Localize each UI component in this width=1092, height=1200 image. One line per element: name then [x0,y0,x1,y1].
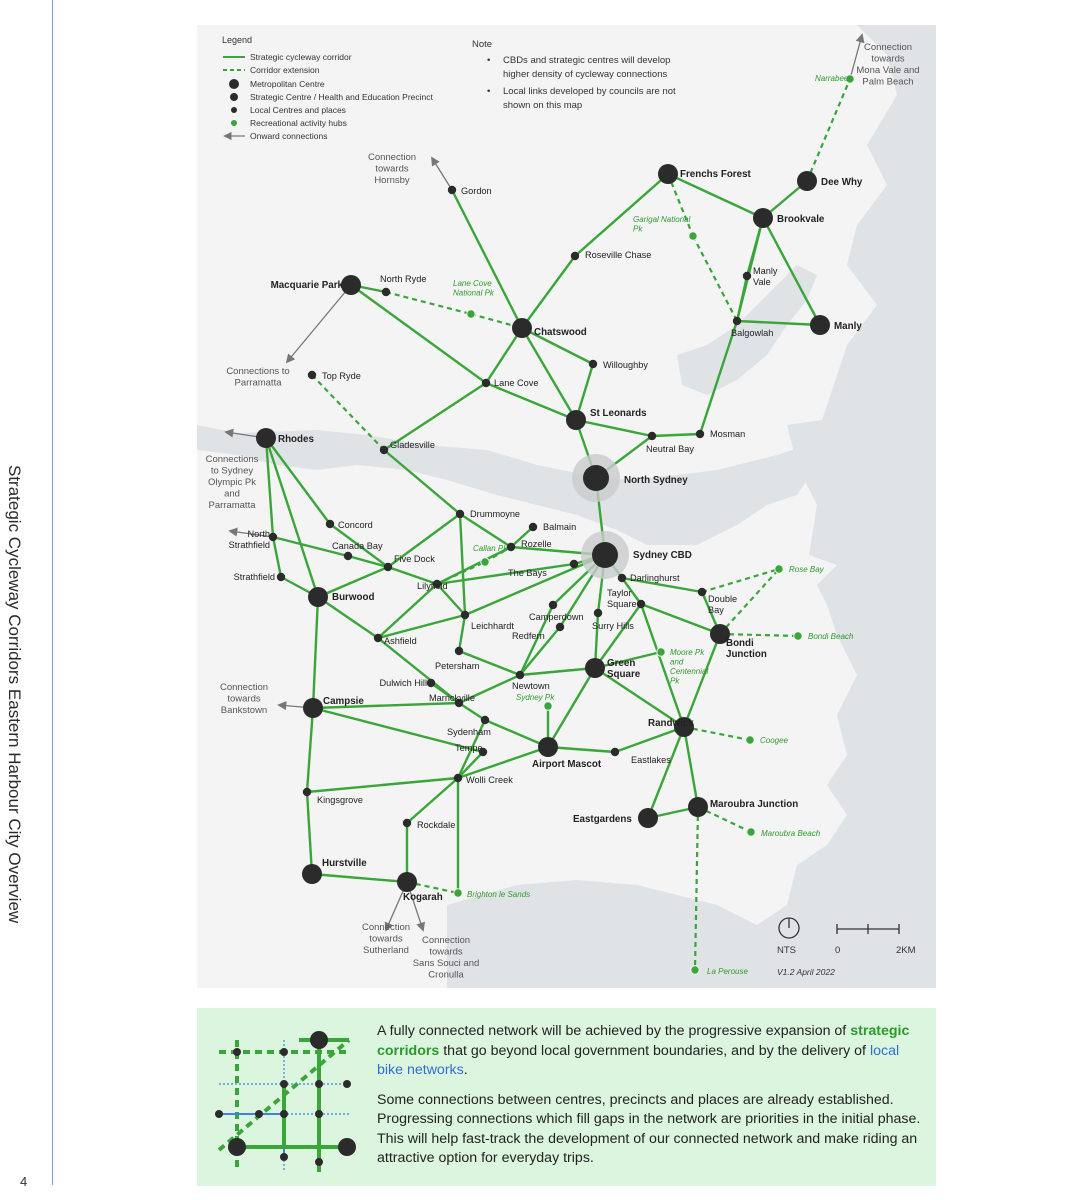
info-paragraph-1: A fully connected network will be achieved by the progressive expansion of strategic corridors that go beyond local government boundaries, and by the delivery of local bike networks. [377,1023,910,1078]
node-double-bay [698,588,706,596]
corridor-macquarie-park-lane-cove [351,285,486,383]
label-gordon: Gordon [461,186,492,196]
corridor-campsie-kingsgrove [307,708,313,792]
note-item-1-line-2: higher density of cycleway connections [503,69,668,80]
label-newtown: Newtown [512,681,550,691]
corridor-wolli-creek-rockdale [407,778,458,823]
node-the-bays [570,560,578,568]
label-burwood: Burwood [332,592,375,603]
node-manly-vale [743,272,751,280]
node-kingsgrove [303,788,311,796]
label-surry-hills: Surry Hills [592,621,634,631]
label-sydney-cbd: Sydney CBD [633,550,692,561]
onward-label: Connection towards Mona Vale and Palm Beach [856,42,920,88]
node-garigal-national-pk [689,232,697,240]
label-narrabeen: Narrabeen [815,74,853,83]
label-double-bay: Double Bay [708,594,738,615]
label-lilyfield: Lilyfield [417,581,448,591]
node-petersham [455,647,463,655]
corridor-hurstville-kogarah [312,874,407,882]
label-bondi-junction: Bondi Junction [726,638,767,660]
onward-label: Connection towards Bankstown [219,682,269,716]
label-eastlakes: Eastlakes [631,755,671,765]
node-camperdown [549,601,557,609]
node-sydenham [481,716,489,724]
node-dulwich-hill [427,679,435,687]
label-lane-cove: Lane Cove [494,378,539,388]
corridor-kingsgrove-hurstville [307,792,312,874]
node-maroubra-beach [747,828,755,836]
node-rockdale [403,819,411,827]
parramatta-river-west [197,425,237,455]
scale-zero: 0 [835,945,841,956]
label-coogee: Coogee [760,736,789,745]
note-item-1-line-1: CBDs and strategic centres will develop [503,55,671,66]
node-willoughby [589,360,597,368]
node-sydney-pk [544,702,552,710]
label-sydney-pk: Sydney Pk [516,693,555,702]
label-brookvale: Brookvale [777,214,825,225]
label-five-dock: Five Dock [394,554,435,564]
node-airport-mascot [538,737,558,757]
harbour [237,430,817,545]
label-balgowlah: Balgowlah [731,328,774,338]
label-darlinghurst: Darlinghurst [630,573,680,583]
strategic-corridors-link: strategic corridors [377,1023,910,1059]
label-redfern: Redfern [512,631,545,641]
legend-onward: Onward connections [250,131,328,141]
corridor-lane-cove-st-leonards [486,383,576,420]
side-rule [52,0,53,1185]
extension-double-bay-rose-bay [702,569,779,592]
info-panel [197,1008,936,1186]
node-rhodes [256,428,276,448]
label-kingsgrove: Kingsgrove [317,795,363,805]
note [472,39,676,111]
local-bike-networks-link: local bike networks [377,1042,900,1078]
nts-label: NTS [777,945,796,956]
corridor-petersham-leichhardt [459,615,465,651]
label-brighton-le-sands: Brighton le Sands [467,890,531,899]
legend-title: Legend [222,35,253,45]
corridor-north-strathfield-strathfield [273,537,281,577]
extension-randwick-coogee [684,727,750,740]
legend [222,35,433,141]
label-ashfield: Ashfield [384,636,417,646]
node-manly [810,315,830,335]
label-marrickville: Marrickville [429,693,475,703]
water-layer [197,25,936,988]
node-top-ryde [308,371,316,379]
node-burwood [308,587,328,607]
node-balgowlah [733,317,741,325]
legend-corridor: Strategic cycleway corridor [250,52,352,62]
label-garigal-national-pk: Garigal National Pk [633,215,691,234]
node-mosman [696,430,704,438]
node-chatswood [512,318,532,338]
label-rozelle: Rozelle [521,539,552,549]
node-moore-pk-and-centennial-pk [657,648,665,656]
label-kogarah: Kogarah [403,892,443,903]
node-dee-why [797,171,817,191]
node-green-square [585,658,605,678]
cycleway-map [197,25,936,988]
corridor-green-square-airport-mascot [548,668,595,747]
label-balmain: Balmain [543,522,577,532]
label-north-sydney: North Sydney [624,475,688,486]
corridor-mosman-neutral-bay [652,434,700,436]
node-roseville-chase [571,252,579,260]
label-campsie: Campsie [323,696,364,707]
legend-recreational: Recreational activity hubs [250,118,347,128]
node-maroubra-junction [688,797,708,817]
note-title: Note [472,39,493,50]
node-sydney-cbd [592,542,618,568]
node-macquarie-park [341,275,361,295]
label-the-bays: The Bays [508,568,547,578]
node-eastlakes [611,748,619,756]
node-kogarah [397,872,417,892]
node-strathfield [277,573,285,581]
label-frenchs-forest: Frenchs Forest [680,169,751,180]
node-drummoyne [456,510,464,518]
node-eastgardens [638,808,658,828]
corridor-randwick-maroubra-junction [684,727,698,807]
scale-distance: 2KM [896,945,916,956]
label-la-perouse: La Perouse [707,967,748,976]
label-rose-bay: Rose Bay [789,565,824,574]
node-redfern [556,623,564,631]
label-wolli-creek: Wolli Creek [466,775,513,785]
node-newtown [516,671,524,679]
node-coogee [746,736,754,744]
map-svg [197,25,936,988]
node-rose-bay [775,565,783,573]
node-wolli-creek [454,774,462,782]
corridor-airport-mascot-eastlakes [548,747,615,752]
extension-dee-why-narrabeen [807,79,850,181]
label-hurstville: Hurstville [322,858,367,869]
corridor-sydenham-airport-mascot [485,720,548,747]
onward-arrow [432,158,452,190]
label-mosman: Mosman [710,429,746,439]
node-gladesville [380,446,388,454]
node-leichhardt [461,611,469,619]
node-hurstville [302,864,322,884]
label-north-strathfield: North Strathfield [228,529,270,550]
label-willoughby: Willoughby [603,360,648,370]
label-maroubra-junction: Maroubra Junction [710,799,799,810]
corridor-kingsgrove-wolli-creek [307,778,458,792]
node-ashfield [374,634,382,642]
label-dee-why: Dee Why [821,177,863,188]
onward-label: Connection towards Hornsby [367,152,417,186]
node-frenchs-forest [658,164,678,184]
version-label: V1.2 April 2022 [777,967,835,977]
label-concord: Concord [338,520,373,530]
node-concord [326,520,334,528]
label-tempe: Tempe [455,743,483,753]
side-title-text: Strategic Cycleway Corridors Eastern Harbour City Overview [5,465,24,924]
label-neutral-bay: Neutral Bay [646,444,695,454]
label-rockdale: Rockdale [417,820,456,830]
label-moore-pk-and-centennial-pk: Moore Pk and Centennial Pk [670,648,709,686]
label-drummoyne: Drummoyne [470,509,521,519]
node-darlinghurst [618,574,626,582]
network-diagram [209,1022,364,1172]
corridor-drummoyne-leichhardt [460,514,465,615]
label-chatswood: Chatswood [534,327,587,338]
corridor-marrickville-sydenham [459,703,485,720]
corridor-gordon-chatswood [452,190,522,328]
label-taylor-square: Taylor Square [607,588,637,609]
label-eastgardens: Eastgardens [573,814,632,825]
label-callan-pk: Callan Pk [473,544,508,553]
node-callan-pk [481,558,489,566]
node-lane-cove [482,379,490,387]
node-lane-cove-national-pk [467,310,475,318]
onward-label: Connection towards Sans Souci and Cronulla [412,935,480,981]
extension-garigal-national-pk-balgowlah [693,236,737,321]
node-balmain [529,523,537,531]
onward-label: Connections to Sydney Olympic Pk and Parramatta [205,454,259,511]
corridor-randwick-eastgardens [648,727,684,818]
label-manly: Manly [834,321,862,332]
corridor-burwood-ashfield [318,597,378,638]
legend-strategic: Strategic Centre / Health and Education Precinct [250,92,433,102]
info-text [377,1022,927,1179]
label-petersham: Petersham [435,661,480,671]
corridor-burwood-campsie [313,597,318,708]
corridor-newtown-green-square [520,668,595,675]
legend-local: Local Centres and places [250,105,346,115]
label-bondi-beach: Bondi Beach [808,632,854,641]
node-five-dock [384,563,392,571]
node-taylor-square [637,600,645,608]
node-surry-hills [594,609,602,617]
label-manly-vale: Manly Vale [753,266,778,287]
node-bondi-beach [794,632,802,640]
label-macquarie-park: Macquarie Park [270,280,343,291]
label-canada-bay: Canada Bay [332,541,383,551]
label-st-leonards: St Leonards [590,408,647,419]
corridor-roseville-chase-chatswood [522,256,575,328]
node-st-leonards [566,410,586,430]
onward-label: Connection towards Sutherland [361,922,411,956]
node-north-ryde [382,288,390,296]
page-number: 4 [20,1174,28,1189]
node-canada-bay [344,552,352,560]
note-item-2-line-2: shown on this map [503,100,583,111]
label-gladesville: Gladesville [390,440,435,450]
node-north-sydney [583,465,609,491]
label-roseville-chase: Roseville Chase [585,250,652,260]
label-leichhardt: Leichhardt [471,621,514,631]
label-top-ryde: Top Ryde [322,371,361,381]
label-green-square: Green Square [607,658,641,680]
label-strathfield: Strathfield [233,572,275,582]
label-dulwich-hill: Dulwich Hill [379,678,427,688]
note-item-2-line-1: Local links developed by councils are not [503,86,676,97]
node-campsie [303,698,323,718]
label-maroubra-beach: Maroubra Beach [761,829,821,838]
label-sydenham: Sydenham [447,727,491,737]
corridor-neutral-bay-st-leonards [576,420,652,436]
svg-text:•: • [487,55,491,66]
node-brookvale [753,208,773,228]
extension-bondi-junction-bondi-beach [720,634,798,636]
node-rozelle [507,543,515,551]
label-north-ryde: North Ryde [380,274,427,284]
label-lane-cove-national-pk: Lane Cove National Pk [453,279,494,298]
label-rhodes: Rhodes [278,434,314,445]
side-title [5,465,38,1005]
node-la-perouse [691,966,699,974]
label-airport-mascot: Airport Mascot [532,759,602,770]
legend-metropolitan: Metropolitan Centre [250,79,325,89]
label-randwick: Randwick [648,718,694,729]
svg-text:•: • [487,86,491,97]
onward-arrow [287,285,351,362]
onward-label: Connections to Parramatta [226,366,290,389]
label-camperdown: Camperdown [529,612,584,622]
node-neutral-bay [648,432,656,440]
node-brighton-le-sands [454,889,462,897]
legend-extension: Corridor extension [250,65,320,75]
node-gordon [448,186,456,194]
node-north-strathfield [269,533,277,541]
info-paragraph-2: Some connections between centres, precincts and places are already established. Progressing connections which fill gaps in the network are priorities in the initial phase. This will help fast-track the development of our connected network and make riding an attractive option for everyday trips. [377,1091,921,1166]
corridor-eastlakes-randwick [615,727,684,752]
ocean [757,25,936,988]
